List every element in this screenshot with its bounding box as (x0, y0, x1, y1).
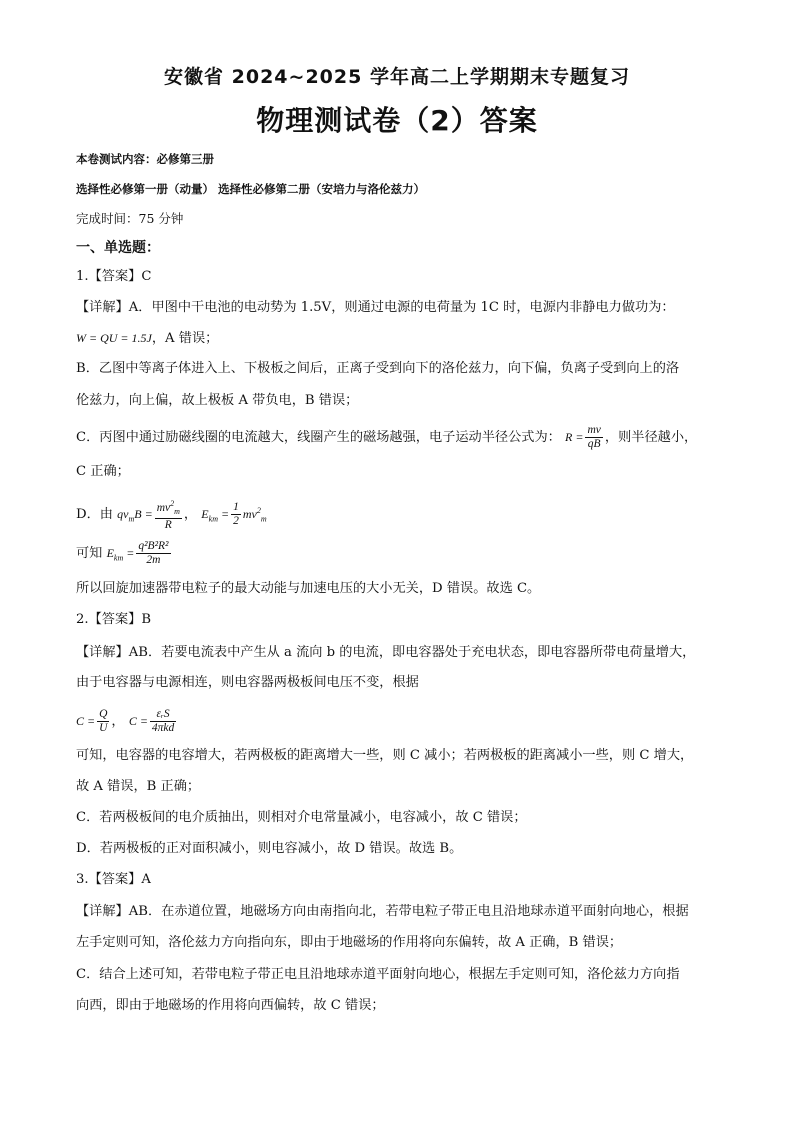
ekm-fraction (136, 540, 170, 567)
centripetal-fraction (155, 497, 182, 532)
work-formula: W = QU = 1.5J (76, 331, 152, 345)
completion-time: 完成时间：75 分钟 (76, 211, 184, 226)
q1-line-6: C 正确； (76, 464, 130, 479)
ekm-num: q²B²R² (138, 540, 169, 552)
q2-line-3 (76, 708, 178, 735)
capacitance-symbol-2: C = (128, 714, 148, 728)
q2-answer: 2.【答案】B (76, 612, 152, 627)
lorentz-lhs: qv (117, 507, 129, 522)
q2-line-7: D．若两极板的正对面积减小，则电容减小，故 D 错误。故选 B。 (76, 841, 463, 856)
half-fraction (231, 501, 241, 528)
title-line-2: 物理测试卷（2）答案 (256, 104, 538, 137)
ekm-sub: km (208, 514, 218, 524)
q1-line-7 (76, 497, 267, 532)
cap-formula-num: εᵣS (150, 708, 176, 722)
q3-line-4: 向西，即由于地磁场的作用将向西偏转，故 C 错误； (76, 998, 385, 1013)
q1-line-2-tail: ，A 错误； (151, 331, 219, 346)
q2-line-5: 故 A 错误，B 正确； (76, 779, 201, 794)
title-line-1: 安徽省 2024~2025 学年高二上学期期末专题复习 (164, 66, 630, 88)
section-heading: 一、单选题： (76, 240, 160, 256)
radius-denominator: qB (587, 438, 601, 450)
q1-line-2 (76, 329, 218, 348)
q1-line-5 (76, 424, 697, 451)
q3-line-2: 左手定则可知，洛伦兹力方向指向东，即由于地磁场的作用将向东偏转，故 A 正确，B 错误； (76, 935, 623, 950)
test-scope-2: 选择性必修第一册（动量） 选择性必修第二册（安培力与洛伦兹力） (76, 182, 425, 196)
q1-line-8-text: 可知 (76, 546, 103, 561)
q3-line-1: 【详解】AB．在赤道位置，地磁场方向由南指向北，若带电粒子带正电且沿地球赤道平面射向地心，根据 (76, 904, 689, 919)
lorentz-sub: m (128, 514, 135, 524)
centripetal-sup: 2 (170, 499, 175, 508)
q1-line-1: 【详解】A．甲图中干电池的电动势为 1.5V，则通过电源的电荷量为 1C 时，电源内非静电力做功为： (76, 300, 675, 315)
half-num: 1 (233, 501, 239, 514)
capacitance-formula-fraction (150, 708, 176, 735)
centripetal-num: mv (156, 501, 171, 514)
capacitance-symbol: C = (76, 714, 96, 728)
equals: = (220, 507, 230, 522)
radius-numerator: mv (587, 424, 601, 436)
q1-line-3: B．乙图中等离子体进入上、下极板之间后，正离子受到向下的洛伦兹力，向下偏，负离子受到向上的洛 (76, 361, 680, 376)
separator-2: ， (111, 714, 125, 729)
ekm-result-sub: km (113, 553, 124, 563)
ekm-den: 2m (146, 554, 161, 566)
q1-line-8 (76, 540, 173, 567)
mv-symbol: mv (242, 507, 257, 522)
q1-line-9: 所以回旋加速器带电粒子的最大动能与加速电压的大小无关，D 错误。故选 C。 (76, 581, 541, 596)
ekm-symbol: E (201, 507, 209, 522)
q1-line-7-text: D．由 (76, 507, 113, 523)
mv-sub: m (260, 514, 267, 524)
lorentz-b: B = (134, 507, 153, 522)
cap-def-num: Q (99, 708, 108, 720)
q1-line-5-tail: ，则半径越小， (604, 430, 698, 445)
ekm-result-symbol: E (106, 546, 114, 560)
q2-line-1: 【详解】AB．若要电流表中产生从 a 流向 b 的电流，即电容器处于充电状态，即电容器所带电荷量增大， (76, 645, 696, 660)
q1-line-4: 伦兹力，向上偏，故上极板 A 带负电，B 错误； (76, 393, 359, 408)
q3-line-3: C．结合上述可知，若带电粒子带正电且沿地球赤道平面射向地心，根据左手定则可知，洛伦兹力方向指 (76, 967, 680, 982)
radius-fraction (585, 424, 602, 451)
q2-line-2: 由于电容器与电源相连，则电容器两极板间电压不变，根据 (76, 675, 419, 690)
capacitance-def-fraction (97, 708, 109, 735)
cap-formula-den: 4πkd (151, 722, 175, 734)
test-scope: 本卷测试内容：必修第三册 (76, 152, 214, 166)
centripetal-sub: m (174, 507, 180, 517)
q1-line-5-text: C．丙图中通过励磁线圈的电流越大，线圈产生的磁场越强，电子运动半径公式为： (76, 430, 561, 445)
half-den: 2 (233, 515, 239, 528)
q3-answer: 3.【答案】A (76, 872, 151, 887)
mv-sup: 2 (256, 506, 261, 516)
cap-def-den: U (99, 722, 108, 734)
q2-line-6: C．若两极板间的电介质抽出，则相对介电常量减小，电容减小，故 C 错误； (76, 810, 527, 825)
radius-symbol: R = (565, 430, 584, 444)
q1-answer: 1.【答案】C (76, 269, 152, 284)
q2-line-4: 可知，电容器的电容增大，若两极板的距离增大一些，则 C 减小；若两极板的距离减小一些，则 C 增大， (76, 748, 694, 763)
separator: ， (183, 507, 198, 523)
centripetal-den: R (164, 519, 172, 532)
equals-2: = (126, 546, 135, 560)
